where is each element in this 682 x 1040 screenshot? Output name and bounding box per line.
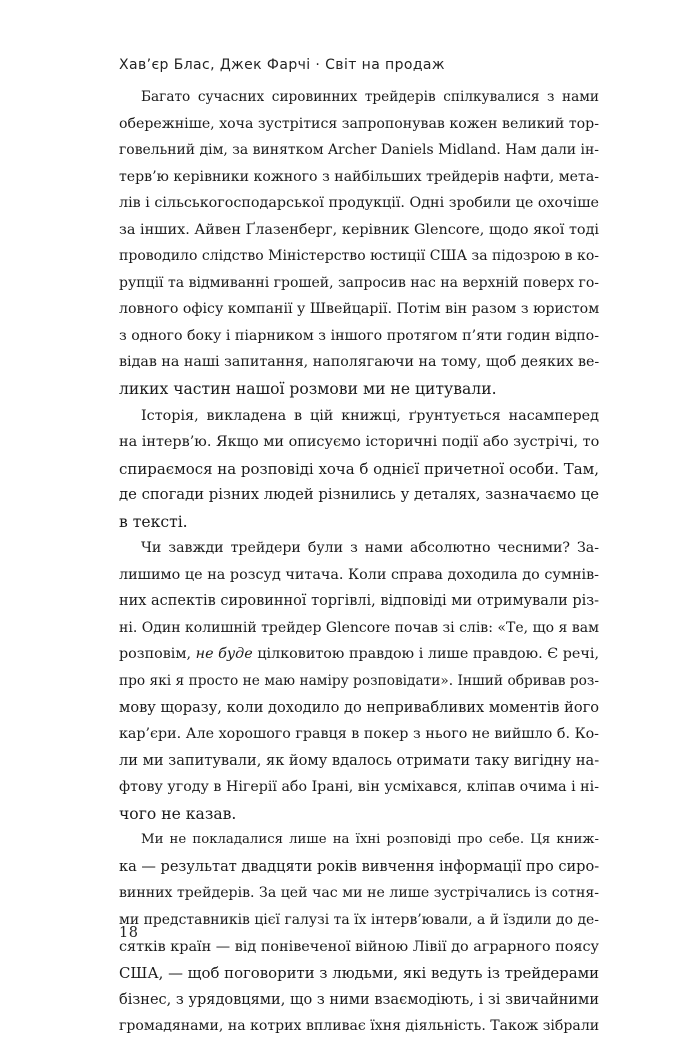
text-line: говельний дім, за винятком Archer Daniels Midland. Нам дали ін- [119,142,599,159]
text-line: них аспектів сировинної торгівлі, відповіді ми отримували різ- [119,593,599,610]
text-line: терв’ю керівники кожного з найбільших трейдерів нафти, мета- [119,168,599,185]
text-line: США, — щоб поговорити з людьми, які ведуть із трейдерами [119,964,600,983]
text-line: за інших. Айвен Ґлазенберг, керівник Glencore, щодо якої тоді [119,221,599,238]
text-line: кар’єри. Але хорошого гравця в покер з нього не вийшло б. Ко- [119,726,599,743]
text-line: де спогади різних людей різнились у деталях, зазначаємо це [119,486,599,504]
text-line: лишимо це на розсуд читача. Коли справа доходила до сумнів- [119,566,599,583]
text-line: фтову угоду в Нігерії або Ірані, він усміхався, кліпав очима і ні- [119,779,599,796]
text-line: ми представників цієї галузі та їх інтерв’ювали, а й їздили до де- [119,911,599,928]
text-line: мову щоразу, коли доходило до непривабливих моментів його [119,698,599,716]
text-line: Чи завжди трейдери були з нами абсолютно чесними? За- [141,540,599,557]
page-number: 18 [119,925,139,941]
text-line: в тексті. [119,512,188,531]
text-line: відав на наші запитання, наполягаючи на тому, щоб деяких ве- [119,354,600,371]
text-line: Історія, викладена в цій книжці, ґрунтується насамперед [141,407,599,424]
text-line: лів і сільськогосподарської продукції. Одні зробили це охочіше [119,195,599,212]
text-line: Ми не покладалися лише на їхні розповіді про себе. Ця книж- [141,832,599,848]
text-line: ликих частин нашої розмови ми не цитували. [119,380,497,399]
text-line: бізнес, з урядовцями, що з ними взаємодіють, і зі звичайними [119,991,599,1008]
text-line: Багато сучасних сировинних трейдерів спілкувалися з нами [141,89,599,105]
paragraph [119,403,599,536]
text-line: про які я просто не маю наміру розповідати». Інший обривав роз- [119,673,599,690]
text-line: ли ми запитували, як йому вдалось отримати таку вигідну на- [119,751,600,769]
body-text [119,84,599,1040]
text-line: на інтерв’ю. Якщо ми описуємо історичні події або зустрічі, то [119,434,600,451]
text-line: громадянами, на котрих впливає їхня діяльність. Також зібрали [119,1018,600,1035]
text-line: розповім, не буде цілковитою правдою і лише правдою. Є речі, [119,646,599,663]
paragraph [119,827,599,1039]
text-line: ка — результат двадцяти років вивчення інформації про сиро- [119,858,600,875]
text-line: спираємося на розповіді хоча б однієї причетної особи. Там, [119,459,599,478]
text-line: з одного боку і піарником з іншого протягом п’яти годин відпо- [119,327,599,344]
emphasis: не буде [195,646,253,663]
text-line: ловного офісу компанії у Швейцарії. Потім він разом з юристом [119,301,600,318]
text-line: проводило слідство Міністерство юстиції США за підозрою в ко- [119,248,599,265]
text-line: обережніше, хоча зустрітися запропонував кожен великий тор- [119,115,599,132]
paragraph [119,84,599,403]
paragraph [119,535,599,827]
text-line: сятків країн — від понівеченої війною Лівії до аграрного поясу [119,938,599,955]
text-line: рупції та відмиванні грошей, запросив нас на верхній поверх го- [119,274,599,291]
text-line: ні. Один колишній трейдер Glencore почав зі слів: «Те, що я вам [119,619,599,636]
running-head: Хав’єр Блас, Джек Фарчі · Світ на продаж [119,57,445,73]
text-line: винних трейдерів. За цей час ми не лише зустрічались із сотня- [119,885,599,902]
text-line: чого не казав. [119,804,237,823]
